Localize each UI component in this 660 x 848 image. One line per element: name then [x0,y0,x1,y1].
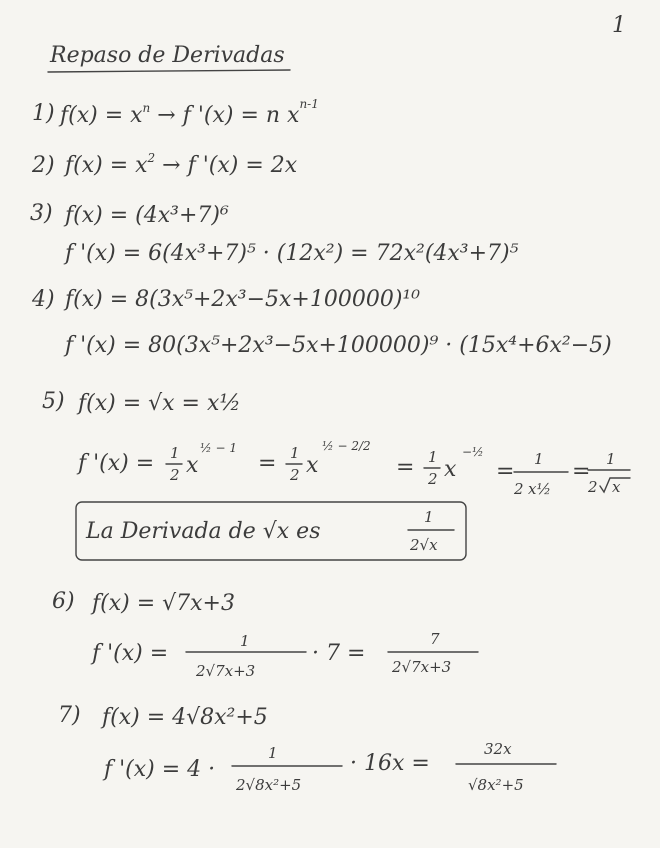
item-7-frac1-den: 2√8x²+5 [236,776,302,794]
item-7-frac1-num: 1 [268,744,278,762]
item-7-line-a: f(x) = 4√8x²+5 [102,705,268,730]
item-5-x2: x [306,453,319,478]
item-6-frac1-num: 1 [240,632,250,650]
item-4-line-a: f(x) = 8(3x⁵+2x³−5x+100000)¹⁰ [65,287,421,312]
item-6-derivative-lhs: f '(x) = [92,641,169,666]
item-5-frac2-den: 2 [290,466,300,484]
item-5-exp2: ½ − 2/2 [322,439,371,453]
item-4-line-b: f '(x) = 80(3x⁵+2x³−5x+100000)⁹ · (15x⁴+6x²−5) [65,333,612,358]
page-number: 1 [612,13,626,38]
item-3-line-b: f '(x) = 6(4x³+7)⁵ · (12x²) = 72x²(4x³+7)⁵ [65,241,519,266]
conclusion-frac-den: 2√x [410,536,438,554]
item-6-mult: · 7 = [312,641,366,666]
item-5-number: 5) [42,389,65,414]
item-5-x1: x [186,453,199,478]
page-title: Repaso de Derivadas [50,43,285,68]
item-5-exp3: −½ [462,445,484,459]
item-7-mult: · 16x = [350,751,430,776]
item-3-number: 3) [30,201,53,226]
item-6-frac1-den: 2√7x+3 [196,662,256,680]
item-5-frac4-den-two: 2 [514,480,524,498]
item-7-number: 7) [58,703,81,728]
item-5-derivative-lhs: f '(x) = [78,451,155,476]
item-5-frac4-num: 1 [534,450,544,468]
item-5-frac1-den: 2 [170,466,180,484]
item-5-exp1: ½ − 1 [200,441,237,455]
item-6-number: 6) [52,589,75,614]
item-5-frac5-num: 1 [606,450,616,468]
item-6-frac2-den: 2√7x+3 [392,658,452,676]
item-2-line-a: $f(x) = x^2 \to f$ '(x) = 2x [65,151,298,178]
item-2-number: 2) [32,153,55,178]
item-5-frac3-num: 1 [428,448,438,466]
item-6-derivative [90,630,478,680]
item-5-frac5-den-two: 2 [588,478,598,496]
conclusion-frac-num: 1 [424,508,434,526]
item-6-line-a: f(x) = √7x+3 [92,591,235,616]
item-5-eq4: = [572,459,591,484]
item-5-frac4-den-x: x½ [528,480,551,498]
conclusion-text: La Derivada de √x es [86,519,321,544]
item-5-line-a: f(x) = √x = x½ [78,391,241,416]
item-3-line-a: f(x) = (4x³+7)⁶ [65,203,229,228]
item-5-eq3: = [496,459,515,484]
item-7-frac2-num: 32x [484,740,512,758]
item-5-eq1: = [258,451,277,476]
item-1-line-a: $f(x) = x^n \to f$ '(x) = n $x^{n-1}$ [60,97,319,128]
item-5-frac3-den: 2 [428,470,438,488]
item-5-derivative [76,439,630,498]
item-1-number: 1) [32,101,55,126]
item-7-frac2-den: √8x²+5 [468,776,524,794]
title-underline [48,70,290,72]
item-5-frac1-num: 1 [170,444,180,462]
item-4-number: 4) [32,287,55,312]
item-7-derivative [102,740,556,794]
item-5-eq2: = [396,455,415,480]
boxed-conclusion [76,502,466,560]
item-5-frac2-num: 1 [290,444,300,462]
item-6-frac2-num: 7 [430,630,440,648]
item-5-x3: x [444,457,457,482]
item-7-derivative-lhs: f '(x) = 4 · [104,757,216,782]
item-5-frac5-den-x: x [612,478,621,496]
